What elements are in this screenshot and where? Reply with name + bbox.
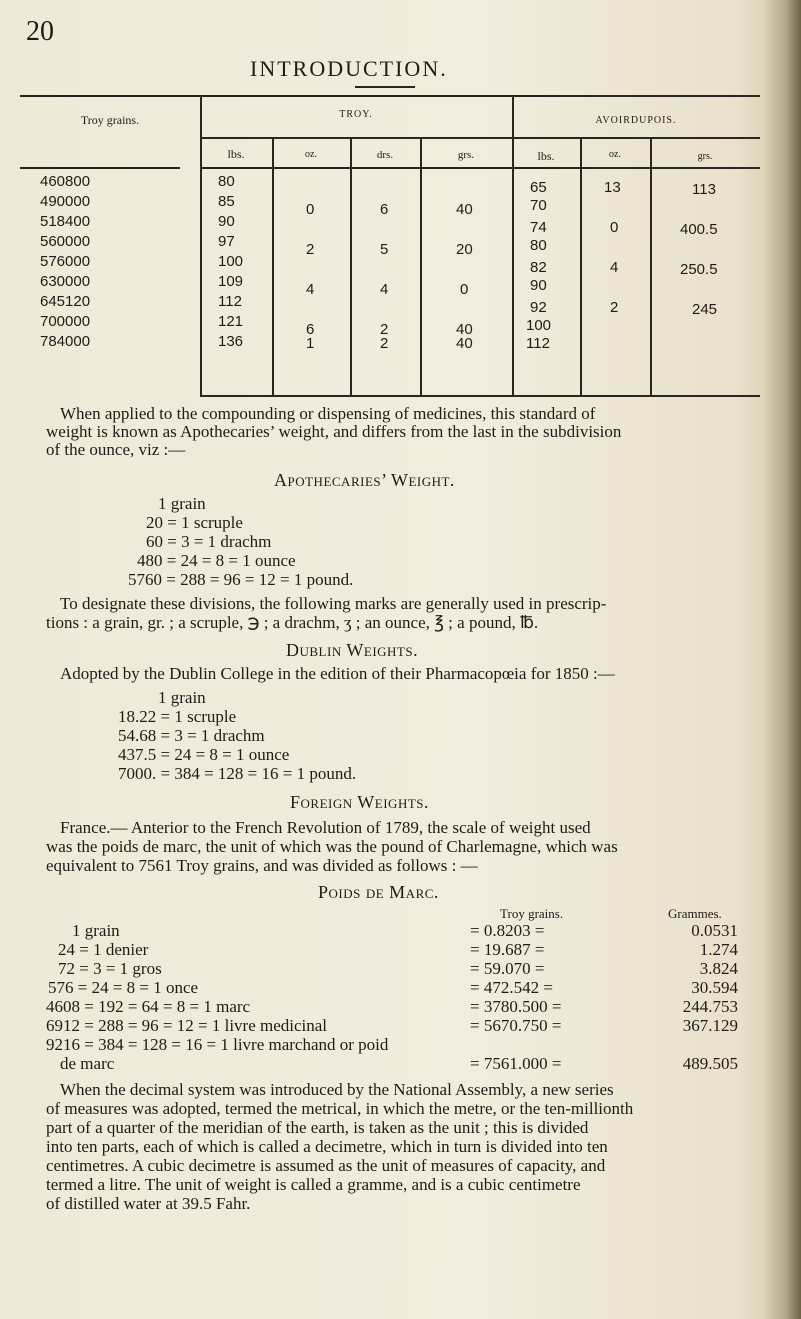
final-line: of measures was adopted, termed the metrical, in which the metre, or the ten-millionth <box>46 1099 634 1118</box>
table-cell: 100 <box>526 317 552 334</box>
france-line: equivalent to 7561 Troy grains, and was divided as follows : — <box>46 856 478 875</box>
table-cell: 784000 <box>40 333 91 350</box>
dublin-line: 1 grain <box>158 688 206 707</box>
apothecaries-title: Apothecaries’ Weight. <box>274 470 455 490</box>
poids-label: 9216 = 384 = 128 = 16 = 1 livre marchand or poid <box>46 1035 389 1054</box>
poids-gram: 244.753 <box>682 997 738 1016</box>
poids-label: 576 = 24 = 8 = 1 once <box>48 978 199 997</box>
table-cell: 0 <box>460 281 469 298</box>
table-cell: 2 <box>380 321 389 338</box>
table-cell: 112 <box>218 293 242 310</box>
table-cell: 97 <box>218 233 235 250</box>
table-cell: 40 <box>456 321 473 338</box>
poids-title: Poids de Marc. <box>318 882 439 902</box>
table-cell: 0 <box>306 201 315 218</box>
table-cell: 40 <box>456 335 473 352</box>
poids-troy: = 7561.000 = <box>470 1054 562 1073</box>
table-cell: 400.5 <box>680 221 718 238</box>
table-cell: 6 <box>306 321 315 338</box>
table-cell: 121 <box>218 313 244 330</box>
poids-troy: = 472.542 = <box>470 978 553 997</box>
table-cell: 560000 <box>40 233 91 250</box>
table-cell: 82 <box>530 259 547 276</box>
header-avoirdupois: AVOIRDUPOIS. <box>595 115 677 126</box>
poids-troy: = 3780.500 = <box>470 997 562 1016</box>
table-cell: 250.5 <box>680 261 718 278</box>
dublin-intro: Adopted by the Dublin College in the edition of their Pharmacopœia for 1850 :— <box>60 664 615 683</box>
apoth-line: 20 = 1 scruple <box>146 513 243 532</box>
table-cell: 4 <box>380 281 389 298</box>
ornament-rule <box>355 86 415 88</box>
poids-gram: 0.0531 <box>691 921 738 940</box>
apoth-line: 1 grain <box>158 494 206 513</box>
table-cell: 80 <box>530 237 547 254</box>
table-cell: 85 <box>218 193 235 210</box>
table-cell: 630000 <box>40 273 91 290</box>
table-cell: 65 <box>530 179 547 196</box>
foreign-title: Foreign Weights. <box>290 792 429 812</box>
table-cell: 4 <box>306 281 315 298</box>
poids-gram: 489.505 <box>682 1054 738 1073</box>
table-cell: 460800 <box>40 173 91 190</box>
france-line: was the poids de marc, the unit of which was the pound of Charlemagne, which was <box>46 837 618 856</box>
para-line: weight is known as Apothecaries’ weight, and differs from the last in the subdivision <box>46 422 622 441</box>
table-cell: 645120 <box>40 293 91 310</box>
france-line: France.— Anterior to the French Revolution of 1789, the scale of weight used <box>60 818 591 837</box>
table-cell: 490000 <box>40 193 91 210</box>
final-line: into ten parts, each of which is called a decimetre, which in turn is divided into ten <box>46 1137 608 1156</box>
header-troy: TROY. <box>339 109 373 120</box>
dublin-line: 7000. = 384 = 128 = 16 = 1 pound. <box>118 764 357 783</box>
table-cell: 2 <box>380 335 389 352</box>
final-line: termed a litre. The unit of weight is called a gramme, and is a cubic centimetre <box>46 1175 581 1194</box>
table-cell: 518400 <box>40 213 91 230</box>
para-line: of the ounce, viz :— <box>46 440 186 459</box>
header-troy-grains: Troy grains. <box>80 113 140 127</box>
table-cell: 90 <box>218 213 235 230</box>
header-avoir-lbs: lbs. <box>537 149 555 163</box>
final-line: centimetres. A cubic decimetre is assumed as the unit of measures of capacity, and <box>46 1156 606 1175</box>
poids-label: 4608 = 192 = 64 = 8 = 1 marc <box>46 997 251 1016</box>
para-line: To designate these divisions, the following marks are generally used in prescrip- <box>60 594 607 613</box>
poids-label: 1 grain <box>72 921 120 940</box>
final-line: of distilled water at 39.5 Fahr. <box>46 1194 251 1213</box>
header-troy-drs: drs. <box>376 149 394 161</box>
poids-troy: = 5670.750 = <box>470 1016 562 1035</box>
table-cell: 80 <box>218 173 235 190</box>
table-cell: 4 <box>610 259 619 276</box>
table-cell: 20 <box>456 241 473 258</box>
table-cell: 2 <box>306 241 315 258</box>
poids-label: 24 = 1 denier <box>58 940 149 959</box>
apoth-line: 480 = 24 = 8 = 1 ounce <box>137 551 296 570</box>
table-cell: 74 <box>530 219 547 236</box>
table-cell: 245 <box>692 301 718 318</box>
table-cell: 109 <box>218 273 244 290</box>
dublin-title: Dublin Weights. <box>286 640 419 660</box>
table-cell: 13 <box>604 179 621 196</box>
col-grammes: Grammes. <box>668 906 722 921</box>
table-cell: 136 <box>218 333 244 350</box>
table-cell: 100 <box>218 253 244 270</box>
poids-troy: = 59.070 = <box>470 959 545 978</box>
apoth-line: 5760 = 288 = 96 = 12 = 1 pound. <box>128 570 354 589</box>
dublin-line: 437.5 = 24 = 8 = 1 ounce <box>118 745 290 764</box>
dublin-line: 18.22 = 1 scruple <box>118 707 237 726</box>
table-cell: 0 <box>610 219 619 236</box>
header-avoir-grs: grs. <box>697 151 713 162</box>
table-cell: 40 <box>456 201 473 218</box>
table-cell: 113 <box>692 181 716 198</box>
poids-gram: 30.594 <box>691 978 738 997</box>
table-cell: 92 <box>530 299 547 316</box>
table-cell: 2 <box>610 299 619 316</box>
header-avoir-oz: oz. <box>609 149 621 160</box>
dublin-line: 54.68 = 3 = 1 drachm <box>118 726 265 745</box>
table-cell: 6 <box>380 201 389 218</box>
table-cell: 70 <box>530 197 547 214</box>
header-troy-oz: oz. <box>305 149 317 160</box>
table-cell: 576000 <box>40 253 91 270</box>
final-line: part of a quarter of the meridian of the earth, is taken as the unit ; this is divided <box>46 1118 589 1137</box>
para-line: When applied to the compounding or dispensing of medicines, this standard of <box>60 404 596 423</box>
poids-label: de marc <box>60 1054 115 1073</box>
final-line: When the decimal system was introduced by the National Assembly, a new series <box>60 1080 614 1099</box>
poids-gram: 367.129 <box>682 1016 738 1035</box>
poids-troy: = 0.8203 = <box>470 921 545 940</box>
table-cell: 1 <box>306 335 315 352</box>
table-cell: 112 <box>526 335 550 352</box>
poids-gram: 1.274 <box>699 940 738 959</box>
page-number: 20 <box>26 16 54 47</box>
header-troy-lbs: lbs. <box>227 147 245 161</box>
table-cell: 700000 <box>40 313 91 330</box>
running-head: INTRODUCTION. <box>250 56 448 81</box>
table-cell: 90 <box>530 277 547 294</box>
poids-label: 6912 = 288 = 96 = 12 = 1 livre medicinal <box>46 1016 328 1035</box>
table-cell: 5 <box>380 241 389 258</box>
poids-troy: = 19.687 = <box>470 940 545 959</box>
col-troy-grains: Troy grains. <box>500 906 564 921</box>
header-troy-grs: grs. <box>457 149 475 161</box>
poids-gram: 3.824 <box>699 959 738 978</box>
apoth-line: 60 = 3 = 1 drachm <box>146 532 272 551</box>
poids-label: 72 = 3 = 1 gros <box>58 959 162 978</box>
para-line: tions : a grain, gr. ; a scruple, ℈ ; a drachm, ʒ ; an ounce, ℥ ; a pound, ℔. <box>46 613 539 632</box>
weights-table <box>20 95 780 395</box>
